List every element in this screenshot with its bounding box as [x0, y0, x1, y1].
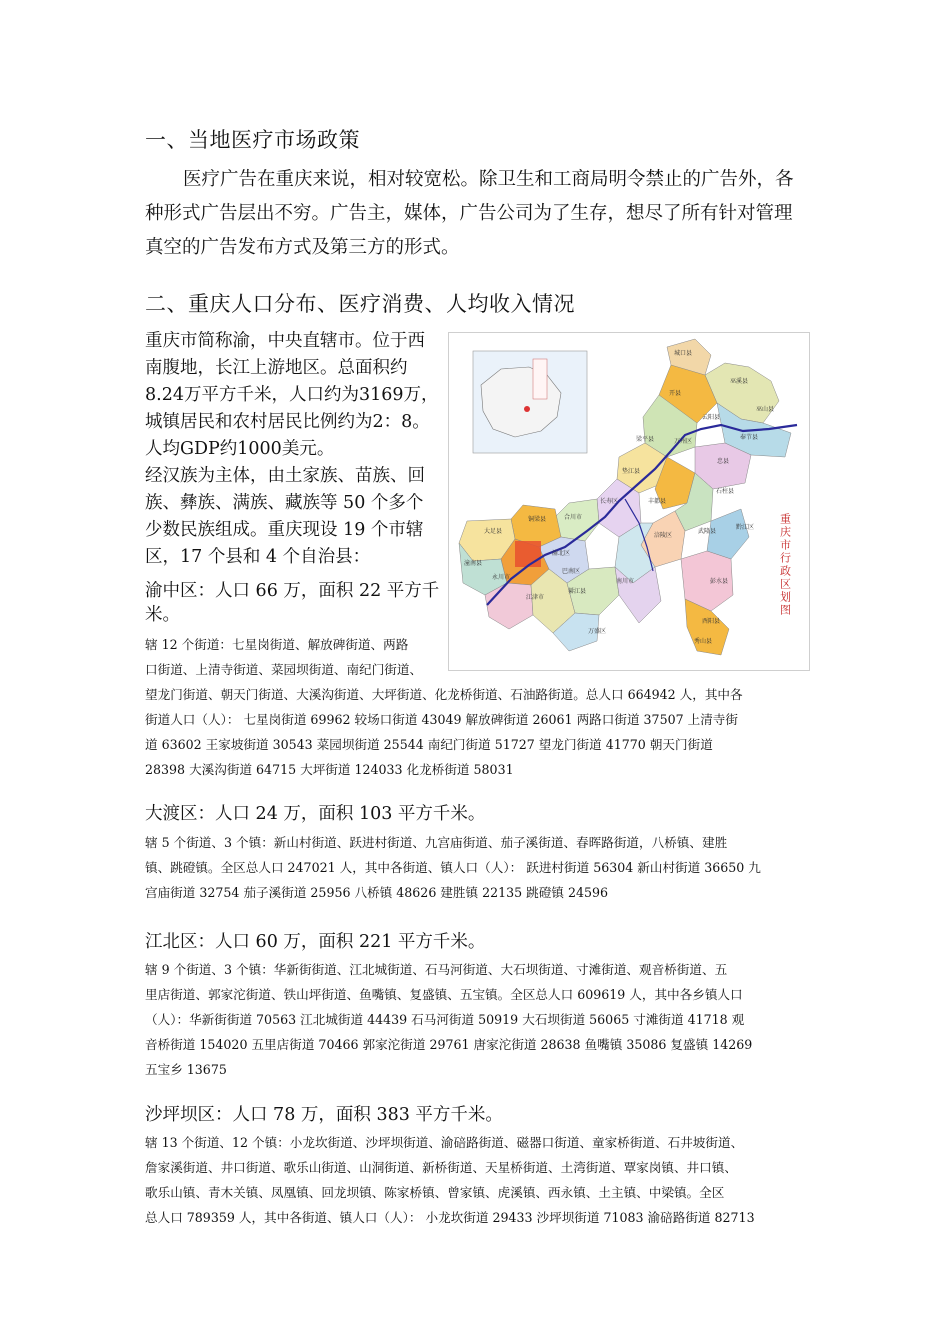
map-place-label: 江津市: [525, 594, 545, 601]
map-place-label: 南川市: [615, 578, 635, 585]
district-shapingba-title: 沙坪坝区：人口 78 万，面积 383 平方千米。: [145, 1105, 503, 1125]
map-place-label: 长寿区: [599, 498, 619, 505]
paragraph-line: 真空的广告发布方式及第三方的形式。: [145, 237, 460, 258]
intro-line: 人均GDP约1000美元。: [145, 439, 335, 459]
district-dadu-detail: [145, 830, 810, 905]
detail-line: 道 63602 王家坡街道 30543 菜园坝街道 25544 南纪门街道 51727 望龙门街道 41770 朝天门街道: [145, 737, 713, 752]
map-place-label: 合川市: [563, 514, 583, 521]
map-place-label: 酉阳县: [701, 618, 721, 625]
map-place-label: 万盛区: [587, 628, 607, 635]
map-place-label: 石柱县: [715, 488, 735, 495]
district-shapingba-detail: [145, 1130, 810, 1230]
district-jiangbei-title: 江北区：人口 60 万，面积 221 平方千米。: [145, 932, 486, 952]
district-yuzhong-title-line1: 渝中区：人口 66 万，面积 22 平方千: [145, 581, 440, 601]
detail-line: （人）：华新街街道 70563 江北城街道 44439 石马河街道 50919 大石坝街道 56065 寸滩街道 41718 观: [145, 1012, 745, 1027]
map-place-label: 潼南县: [463, 560, 483, 567]
map-place-label: 黔江区: [735, 524, 755, 531]
map-place-label: 武隆县: [697, 528, 717, 535]
map-place-label: 永川市: [491, 574, 511, 581]
map-place-label: 云阳县: [701, 414, 721, 421]
paragraph-line: 医疗广告在重庆来说，相对较宽松。除卫生和工商局明令禁止的广告外，各: [183, 169, 794, 190]
district-dadu-title: 大渡区：人口 24 万，面积 103 平方千米。: [145, 804, 486, 824]
detail-line: 音桥街道 154020 五里店街道 70466 郭家沱街道 29761 唐家沱街道 28638 鱼嘴镇 35086 复盛镇 14269: [145, 1037, 753, 1052]
chongqing-map: [449, 333, 809, 670]
map-place-label: 彭水县: [709, 578, 729, 585]
detail-line: 镇、跳磴镇。全区总人口 247021 人，其中各街道、镇人口（人）： 跃进村街道 56304 新山村街道 36650 九: [145, 860, 761, 875]
map-place-label: 涪陵区: [653, 532, 673, 539]
detail-line: 辖 12 个街道：七星岗街道、解放碑街道、两路: [145, 637, 409, 652]
detail-line: 辖 5 个街道、3 个镇：新山村街道、跃进村街道、九宫庙街道、茄子溪街道、春晖路街道，八桥镇、建胜: [145, 835, 728, 850]
detail-line: 詹家溪街道、井口街道、歌乐山街道、山洞街道、新桥街道、天星桥街道、土湾街道、覃家岗镇、井口镇、: [145, 1160, 737, 1175]
map-place-label: 大足县: [483, 528, 503, 535]
detail-line: 歌乐山镇、青木关镇、凤凰镇、回龙坝镇、陈家桥镇、曾家镇、虎溪镇、西永镇、土主镇、中梁镇。全区: [145, 1185, 725, 1200]
detail-line: 五宝乡 13675: [145, 1062, 227, 1077]
map-place-label: 巴南区: [561, 568, 581, 575]
detail-line: 宫庙街道 32754 茄子溪街道 25956 八桥镇 48626 建胜镇 22135 跳磴镇 24596: [145, 885, 609, 900]
map-place-label: 秀山县: [693, 638, 713, 645]
intro-line: 区，17 个县和 4 个自治县：: [145, 547, 371, 567]
section-1-paragraph: [145, 163, 810, 265]
map-place-label: 奉节县: [739, 434, 759, 441]
district-yuzhong-title-line2: 米。: [145, 605, 180, 625]
detail-line: 辖 13 个街道、12 个镇：小龙坎街道、沙坪坝街道、渝碚路街道、磁器口街道、童家桥街道、石井坡街道、: [145, 1135, 744, 1150]
detail-line: 辖 9 个街道、3 个镇：华新街街道、江北城街道、石马河街道、大石坝街道、寸滩街道、观音桥街道、五: [145, 962, 728, 977]
detail-line: 望龙门街道、朝天门街道、大溪沟街道、大坪街道、化龙桥街道、石油路街道。总人口 664942 人，其中各: [145, 687, 743, 702]
inset-chongqing-marker: [524, 406, 530, 412]
paragraph-line: 种形式广告层出不穷。广告主，媒体，广告公司为了生存，想尽了所有针对管理: [145, 203, 793, 224]
section-2-intro: [145, 328, 445, 571]
detail-line: 28398 大溪沟街道 64715 大坪街道 124033 化龙桥街道 58031: [145, 762, 514, 777]
detail-line: 口街道、上清寺街道、菜园坝街道、南纪门街道、: [145, 662, 423, 677]
map-place-label: 忠县: [716, 458, 730, 465]
section-1-heading: 一、当地医疗市场政策: [145, 128, 360, 152]
section-2-heading: 二、重庆人口分布、医疗消费、人均收入情况: [145, 292, 575, 316]
map-place-label: 垫江县: [621, 468, 641, 475]
detail-line: 里店街道、郭家沱街道、铁山坪街道、鱼嘴镇、复盛镇、五宝镇。全区总人口 609619 人，其中各乡镇人口: [145, 987, 743, 1002]
map-place-label: 万州区: [673, 438, 693, 445]
detail-line: 总人口 789359 人，其中各街道、镇人口（人）： 小龙坎街道 29433 沙坪坝街道 71083 渝碚路街道 82713: [145, 1210, 755, 1225]
district-jiangbei-detail: [145, 957, 810, 1082]
intro-line: 8.24万平方千米，人口约为3169万，: [145, 385, 439, 405]
map-place-label: 城口县: [673, 350, 693, 357]
map-place-label: 铜梁县: [527, 516, 547, 523]
inset-legend: [533, 359, 547, 399]
map-place-label: 丰都县: [647, 498, 667, 505]
map-title: 重庆市行政区划图: [778, 513, 792, 617]
map-place-label: 渝北区: [551, 550, 571, 557]
intro-line: 少数民族组成。重庆现设 19 个市辖: [145, 520, 424, 540]
intro-line: 南腹地，长江上游地区。总面积约: [145, 358, 408, 378]
intro-line: 城镇居民和农村居民比例约为2：8。: [145, 412, 430, 432]
urban-core: [515, 541, 541, 567]
detail-line: 街道人口（人）： 七星岗街道 69962 较场口街道 43049 解放碑街道 26061 两路口街道 37507 上清寺街: [145, 712, 738, 727]
chongqing-map-figure: [448, 332, 810, 671]
district-yuzhong-detail: [145, 632, 810, 782]
intro-line: 经汉族为主体，由土家族、苗族、回: [145, 466, 425, 486]
intro-line: 族、彝族、满族、藏族等 50 个多个: [145, 493, 424, 513]
map-place-label: 綦江县: [567, 588, 587, 595]
map-place-label: 巫溪县: [729, 378, 749, 385]
map-place-label: 开县: [668, 390, 682, 397]
intro-line: 重庆市简称渝，中央直辖市。位于西: [145, 331, 425, 351]
map-place-label: 梁平县: [635, 436, 655, 443]
map-place-label: 巫山县: [755, 406, 775, 413]
